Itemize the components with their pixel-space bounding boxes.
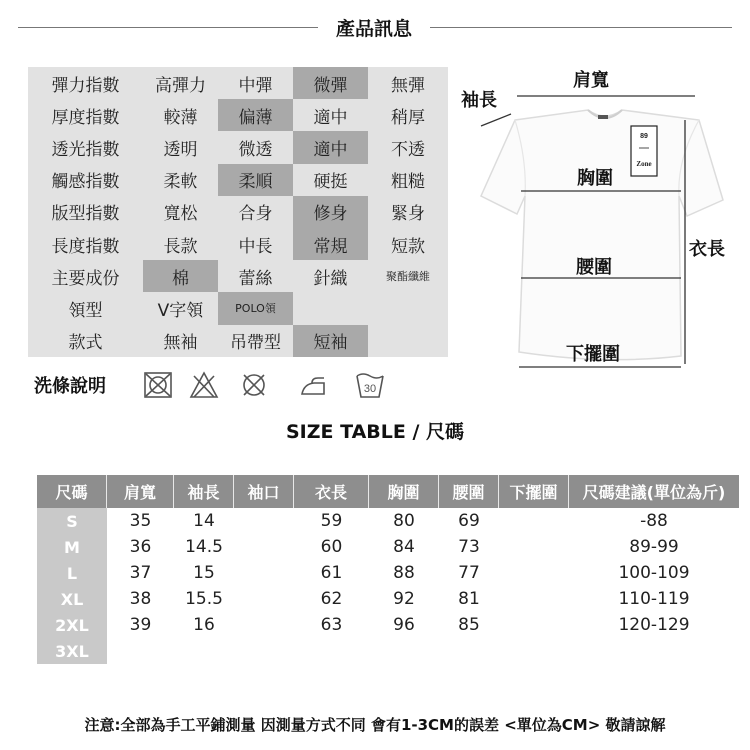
size-cell: 69: [458, 511, 480, 531]
iron-icon: [296, 370, 328, 400]
size-cell: [234, 508, 294, 534]
info-option: 微透: [238, 139, 273, 160]
size-cell: [499, 560, 569, 586]
size-cell: 88: [393, 563, 415, 583]
info-row-label: 款式: [68, 333, 103, 354]
size-cell: 89-99: [629, 537, 679, 557]
size-label: M: [37, 534, 107, 560]
size-cell: [499, 612, 569, 638]
size-cell: [294, 638, 369, 664]
info-option-selected: 偏薄: [218, 99, 293, 131]
info-option: 吊帶型: [230, 333, 281, 354]
tag-top-text: 89: [640, 133, 648, 140]
size-cell: [499, 508, 569, 534]
info-option: 高彈力: [155, 75, 206, 96]
length-label: 衣長: [689, 239, 725, 260]
size-cell: [174, 638, 234, 664]
size-cell: [234, 534, 294, 560]
size-table: [37, 475, 739, 664]
size-cell: 38: [129, 589, 152, 609]
size-cell: 77: [458, 563, 480, 583]
size-cell: [234, 560, 294, 586]
size-row: [37, 638, 739, 664]
info-option: 硬挺: [313, 172, 348, 193]
size-row: [37, 586, 739, 612]
product-info-title: 產品訊息: [335, 18, 412, 40]
size-cell: 39: [129, 615, 152, 635]
info-row-label: 長度指數: [51, 236, 120, 257]
size-cell: [234, 638, 294, 664]
info-option: V字領: [157, 300, 204, 321]
size-header-cell: 袖口: [234, 475, 294, 508]
info-option: [368, 325, 448, 357]
shirt-measurement-diagram: [455, 60, 750, 380]
info-row-label: 彈力指數: [51, 75, 120, 96]
info-option: 蕾絲: [238, 268, 273, 289]
info-option: 無袖: [163, 333, 198, 354]
size-cell: 14: [193, 511, 215, 531]
sleeve-label: 袖長: [461, 90, 497, 111]
size-header-cell: 腰圍: [439, 475, 499, 508]
info-option: 聚酯纖維: [386, 270, 430, 284]
size-label: L: [37, 560, 107, 586]
size-cell: 96: [393, 615, 415, 635]
size-label: 3XL: [37, 638, 107, 664]
info-option: 緊身: [391, 204, 425, 225]
size-cell: 59: [320, 511, 343, 531]
wash-30-icon: [354, 370, 386, 400]
do-not-wash-icon: [142, 370, 174, 400]
info-option: 中長: [238, 236, 273, 257]
info-option: [293, 292, 368, 324]
size-row: [37, 508, 739, 534]
info-option: 合身: [238, 204, 273, 225]
size-cell: 92: [393, 589, 415, 609]
size-table-header: [37, 475, 739, 508]
size-header-cell: 尺碼: [37, 475, 107, 508]
size-cell: 16: [193, 615, 215, 635]
info-option: 針織: [313, 268, 348, 289]
size-cell: 62: [320, 589, 343, 609]
size-header-cell: 下擺圍: [499, 475, 569, 508]
size-cell: 37: [129, 563, 152, 583]
size-cell: 110-119: [618, 589, 690, 609]
info-option: 長款: [163, 236, 198, 257]
size-cell: 84: [393, 537, 415, 557]
info-option: 中彈: [238, 75, 273, 96]
info-option: 無彈: [391, 75, 425, 96]
info-row-label: 版型指數: [51, 204, 120, 225]
info-option: 柔軟: [163, 172, 198, 193]
info-option: 透明: [163, 139, 198, 160]
chest-label: 胸圍: [577, 168, 613, 189]
size-cell: 81: [458, 589, 480, 609]
info-row-label: 主要成份: [51, 268, 120, 289]
info-option-selected: 常規: [293, 228, 368, 260]
size-cell: [569, 638, 739, 664]
info-option-selected: 微彈: [293, 67, 368, 99]
shoulder-label: 肩寬: [573, 70, 609, 91]
size-cell: [369, 638, 439, 664]
info-option: 稍厚: [391, 107, 425, 128]
size-cell: [499, 586, 569, 612]
do-not-tumble-dry-icon: [238, 370, 270, 400]
tshirt-illustration: [455, 60, 750, 380]
size-header-cell: 胸圍: [369, 475, 439, 508]
size-cell: [234, 586, 294, 612]
info-row-label: 厚度指數: [51, 107, 120, 128]
waist-label: 腰圍: [576, 257, 612, 278]
wash-temperature: 30: [363, 383, 377, 395]
info-option-selected: 修身: [293, 196, 368, 228]
care-label: 洗條說明: [34, 376, 106, 397]
info-option: 適中: [313, 107, 348, 128]
size-cell: [107, 638, 174, 664]
info-option-selected: 棉: [143, 260, 218, 292]
size-cell: 100-109: [618, 563, 690, 583]
size-cell: 73: [458, 537, 480, 557]
divider-left: [18, 27, 318, 28]
hem-label: 下擺圍: [566, 344, 620, 365]
size-cell: 120-129: [618, 615, 690, 635]
size-table-body: [37, 508, 739, 664]
size-cell: 61: [320, 563, 343, 583]
divider-right: [430, 27, 732, 28]
size-cell: 15: [193, 563, 215, 583]
info-option: 寬松: [163, 204, 198, 225]
size-row: [37, 612, 739, 638]
measurement-note: 注意:全部為手工平鋪測量 因測量方式不同 會有1-3CM的誤差 <單位為CM> 敬請諒解: [84, 716, 666, 734]
info-option-selected: 柔順: [218, 164, 293, 196]
size-cell: [499, 534, 569, 560]
size-cell: 14.5: [185, 537, 223, 557]
size-cell: 80: [393, 511, 415, 531]
size-header-cell: 尺碼建議(單位為斤): [582, 483, 726, 502]
info-option-selected: 適中: [293, 131, 368, 163]
size-header-cell: 衣長: [294, 475, 369, 508]
size-cell: 85: [458, 615, 480, 635]
info-option-selected: 短袖: [293, 325, 368, 357]
info-row-label: 觸感指數: [51, 172, 120, 193]
info-option-selected: POLO領: [218, 292, 293, 324]
size-cell: 15.5: [185, 589, 223, 609]
product-info-grid: [28, 67, 448, 357]
size-label: S: [37, 508, 107, 534]
size-cell: [439, 638, 499, 664]
size-cell: 35: [129, 511, 152, 531]
info-row-label: 透光指數: [51, 139, 120, 160]
size-cell: -88: [640, 511, 668, 531]
size-label: 2XL: [37, 612, 107, 638]
product-info-header: [0, 12, 750, 42]
size-row: [37, 560, 739, 586]
info-row-label: 領型: [68, 300, 103, 321]
size-cell: 60: [320, 537, 343, 557]
size-header-cell: 袖長: [174, 475, 234, 508]
info-option: 較薄: [163, 107, 198, 128]
info-option: 粗糙: [391, 172, 425, 193]
size-label: XL: [37, 586, 107, 612]
size-cell: 36: [129, 537, 152, 557]
info-option: 短款: [391, 236, 425, 257]
size-header-cell: 肩寬: [107, 475, 174, 508]
size-table-title: SIZE TABLE / 尺碼: [285, 421, 465, 443]
size-cell: 63: [320, 615, 343, 635]
do-not-bleach-icon: [188, 370, 220, 400]
size-cell: [499, 638, 569, 664]
size-cell: [234, 612, 294, 638]
info-option: 不透: [391, 139, 425, 160]
tag-bottom-text: Zone: [636, 160, 652, 168]
size-row: [37, 534, 739, 560]
info-option: [368, 292, 448, 324]
